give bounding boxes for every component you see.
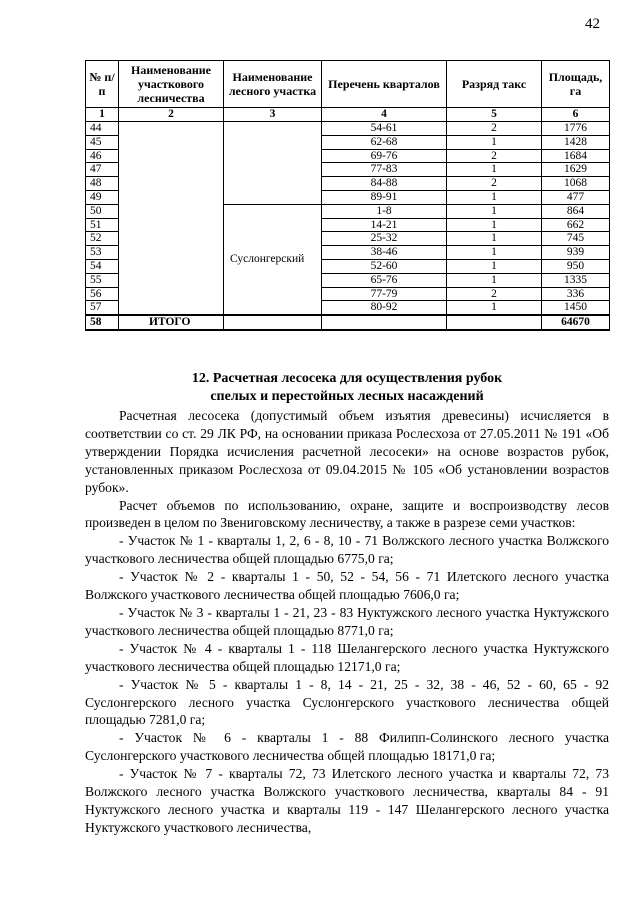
table-header-row — [86, 61, 610, 108]
tax-category-cell: 2 — [447, 287, 542, 301]
area-cell: 1450 — [542, 301, 610, 315]
row-number-cell: 52 — [86, 232, 119, 246]
tax-category-cell: 1 — [447, 232, 542, 246]
heading-line: спелых и перестойных лесных насаждений — [210, 389, 484, 404]
quarters-cell: 77-79 — [322, 287, 447, 301]
area-cell: 1428 — [542, 135, 610, 149]
row-number-cell: 51 — [86, 218, 119, 232]
tax-category-cell: 1 — [447, 218, 542, 232]
tax-category-cell: 1 — [447, 273, 542, 287]
quarters-cell: 65-76 — [322, 273, 447, 287]
area-cell: 864 — [542, 204, 610, 218]
empty-cell — [322, 315, 447, 330]
tax-category-cell: 1 — [447, 190, 542, 204]
tax-category-cell: 1 — [447, 135, 542, 149]
paragraph: Расчетная лесосека (допустимый объем изъятия древесины) исчисляется в соответствии со ст. 29 ЛК РФ, на основании приказа Рослесхоза от 27.05.2011 № 191 «Об утверждении Порядка исчисления расчетной лесосеки» на основе возрастов рубок, установленных приказом Рослесхоза от 09.04.2015 № 105 «Об установлении возрастов рубок». — [85, 408, 609, 495]
paragraph: - Участок № 5 - кварталы 1 - 8, 14 - 21, 25 - 32, 38 - 46, 52 - 60, 65 - 92 Суслонгерского лесного участка Суслонгерского участкового лесничества общей площадью 7281,0 га; — [85, 676, 609, 728]
row-number-cell: 54 — [86, 259, 119, 273]
forest-plot-cell: Суслонгерский — [224, 204, 322, 315]
paragraph: - Участок № 7 - кварталы 72, 73 Илетского лесного участка и кварталы 72, 73 Волжского лесного участка Волжского участкового лесничества, кварталы 84 - 91 Нуктужского лесного участка и кварталы 119 - 147 Шелангерского лесного участка Нуктужского участкового лесничества, — [85, 766, 609, 835]
quarters-cell: 38-46 — [322, 246, 447, 260]
quarters-cell: 77-83 — [322, 163, 447, 177]
total-row — [86, 315, 610, 330]
quarters-cell: 84-88 — [322, 177, 447, 191]
area-cell: 939 — [542, 246, 610, 260]
paragraph: - Участок № 1 - кварталы 1, 2, 6 - 8, 10 - 71 Волжского лесного участка Волжского участкового лесничества общей площадью 6775,0 га; — [85, 533, 609, 567]
tax-category-cell: 1 — [447, 259, 542, 273]
column-number: 5 — [447, 108, 542, 122]
row-number-cell: 55 — [86, 273, 119, 287]
area-cell: 950 — [542, 259, 610, 273]
header-quarters: Перечень кварталов — [322, 61, 447, 108]
quarters-cell: 1-8 — [322, 204, 447, 218]
area-cell: 1684 — [542, 149, 610, 163]
district-forestry-cell — [119, 122, 224, 316]
total-label-cell: ИТОГО — [119, 315, 224, 330]
tax-category-cell: 1 — [447, 246, 542, 260]
column-numbers-row — [86, 108, 610, 122]
total-number-cell: 58 — [86, 315, 119, 330]
body-text — [85, 407, 609, 837]
tax-category-cell: 1 — [447, 163, 542, 177]
header-number: № п/п — [86, 61, 119, 108]
area-cell: 745 — [542, 232, 610, 246]
tax-category-cell: 1 — [447, 204, 542, 218]
quarters-cell: 80-92 — [322, 301, 447, 315]
area-cell: 336 — [542, 287, 610, 301]
total-area-cell: 64670 — [542, 315, 610, 330]
area-cell: 662 — [542, 218, 610, 232]
row-number-cell: 49 — [86, 190, 119, 204]
table-row — [86, 122, 610, 136]
row-number-cell: 57 — [86, 301, 119, 315]
header-area: Площадь, га — [542, 61, 610, 108]
row-number-cell: 48 — [86, 177, 119, 191]
column-number: 1 — [86, 108, 119, 122]
row-number-cell: 47 — [86, 163, 119, 177]
header-forest-plot: Наименование лесного участка — [224, 61, 322, 108]
paragraph: - Участок № 4 - кварталы 1 - 118 Шелангерского лесного участка Нуктужского участкового лесничества общей площадью 12171,0 га; — [85, 640, 609, 674]
paragraph: - Участок № 3 - кварталы 1 - 21, 23 - 83 Нуктужского лесного участка Нуктужского участкового лесничества общей площадью 8771,0 га; — [85, 604, 609, 638]
row-number-cell: 45 — [86, 135, 119, 149]
column-number: 6 — [542, 108, 610, 122]
quarters-cell: 52-60 — [322, 259, 447, 273]
empty-cell — [224, 315, 322, 330]
tax-category-cell: 2 — [447, 177, 542, 191]
quarters-cell: 69-76 — [322, 149, 447, 163]
quarters-cell: 54-61 — [322, 122, 447, 136]
column-number: 2 — [119, 108, 224, 122]
area-cell: 1068 — [542, 177, 610, 191]
area-cell: 477 — [542, 190, 610, 204]
quarters-cell: 14-21 — [322, 218, 447, 232]
row-number-cell: 56 — [86, 287, 119, 301]
column-number: 4 — [322, 108, 447, 122]
empty-cell — [447, 315, 542, 330]
tax-category-cell: 2 — [447, 122, 542, 136]
paragraph: Расчет объемов по использованию, охране, защите и воспроизводству лесов произведен в целом по Звениговскому лесничеству, а также в разрезе семи участков: — [85, 497, 609, 531]
heading-line: 12. Расчетная лесосека для осуществления рубок — [191, 371, 503, 386]
header-tax-category: Разряд такс — [447, 61, 542, 108]
page-number: 42 — [585, 16, 600, 32]
row-number-cell: 53 — [86, 246, 119, 260]
section-heading — [85, 370, 609, 406]
area-cell: 1776 — [542, 122, 610, 136]
area-cell: 1335 — [542, 273, 610, 287]
quarters-cell: 25-32 — [322, 232, 447, 246]
paragraph: - Участок № 2 - кварталы 1 - 50, 52 - 54, 56 - 71 Илетского лесного участка Волжского участкового лесничества общей площадью 7606,0 га; — [85, 569, 609, 603]
paragraph: - Участок № 6 - кварталы 1 - 88 Филипп-Солинского лесного участка Суслонгерского участкового лесничества общей площадью 18171,0 га; — [85, 730, 609, 764]
tax-category-cell: 1 — [447, 301, 542, 315]
area-cell: 1629 — [542, 163, 610, 177]
column-number: 3 — [224, 108, 322, 122]
forest-plot-cell — [224, 122, 322, 205]
row-number-cell: 50 — [86, 204, 119, 218]
header-district-forestry: Наименование участкового лесничества — [119, 61, 224, 108]
row-number-cell: 44 — [86, 122, 119, 136]
tax-category-cell: 2 — [447, 149, 542, 163]
quarters-cell: 62-68 — [322, 135, 447, 149]
row-number-cell: 46 — [86, 149, 119, 163]
quarters-cell: 89-91 — [322, 190, 447, 204]
forest-plots-table — [85, 60, 610, 331]
